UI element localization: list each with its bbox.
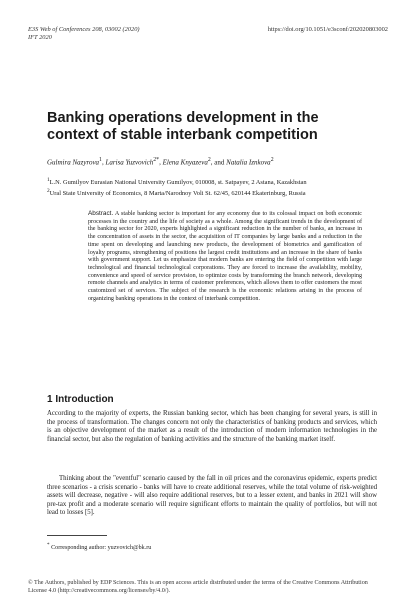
abstract-label: Abstract. — [88, 210, 114, 217]
affiliation-line: $^2$Ural State University of Economics, 8 Marta/Narodnoy Voli St. 62/45, 620144 Ekaterinburg, Russia — [47, 188, 306, 198]
conference-name: E3S Web of Conferences 208, 03002 (2020) — [28, 26, 140, 33]
author-name: Elena Knyazeva — [162, 158, 208, 167]
author-affil-marker: 2 — [207, 157, 211, 163]
affiliations — [47, 176, 387, 198]
body-paragraph: Thinking about the "eventful" scenario caused by the fall in oil prices and the coronavirus epidemic, experts predict three scenarios - a crisis scenario - banks will have to create additional reserves, while the total volume of risk-weighted assets will decrease, negative - will also require additional reserves, but to a lesser extent, and banks in 2021 will show pre-tax profit and a moderate scenario will require significant efforts to maintain the quality of portfolios, but will not lead to losses [5]. — [47, 475, 377, 516]
paper-title: Banking operations development in the context of stable interbank competition — [47, 110, 319, 143]
author-name: Natalia Iznkova — [226, 158, 271, 167]
author-name: Gulmira Nazyrova — [47, 158, 100, 167]
author-affil-marker: 2 — [270, 157, 274, 163]
license-footer: © The Authors, published by EDP Sciences. This is an open access article distributed under the terms of the Creative Commons Attribution License 4.0 (http://creativecommons.org/licenses/by/4.0/). — [28, 580, 368, 594]
author-affil-marker: 1 — [99, 157, 102, 163]
corresponding-author: Corresponding author: yuzvovich@bk.ru — [51, 545, 152, 552]
abstract-text: A stable banking sector is important for any economy due to its colossal impact on both economic processes in the country and the life of society as a whole. Among the significant trends in the development of the banking sector for 2020, experts highlighted a significant reduction in the number of banks, an increase in the concentration of assets in the sector, the acquisition of IT companies by large banks and a reduction in the time spent on developing and launching new products, the development of biometrics and gamification of loyalty programs, strengthening of positions the largest credit institutions and an increase in the share of banks with government support. Let us emphasize that modern banks are entering the field of competition with large technological and financial technological corporations. They are forced to increase the availability, mobility, convenience and speed of service provision, to optimize costs by transforming the branch network, developing remote channels and analytics in terms of customer preferences, which allows them to offer customers the most customized set of services. The subject of the research is the economic relations arising in the process of organizing banking operations in the context of interbank competition. — [88, 211, 362, 302]
section-heading: 1 Introduction — [47, 394, 114, 405]
body-paragraph: According to the majority of experts, the Russian banking sector, which has been changing for several years, is still in the process of transformation. The changes concern not only the characteristics of banking products and services, which is an objective development of the market as a result of the introduction of modern information technologies in the financial sector, but also the regulation of banking activities and the structure of the banking market itself. — [47, 410, 377, 443]
running-header-left — [28, 26, 140, 42]
doi-link[interactable]: https://doi.org/10.1051/e3sconf/202020803002 — [267, 26, 388, 33]
author-affil-marker: 2* — [153, 157, 160, 163]
author-list: Gulmira Nazyrova$^1$, Larisa Yuzvovich$^{2*}$, Elena Knyazeva$^2$, and Natalia Iznkova$^2$ — [47, 157, 274, 167]
abstract — [88, 210, 362, 303]
footnote: * Corresponding author: yuzvovich@bk.ru — [47, 542, 152, 552]
footnote-divider — [47, 535, 107, 536]
conference-tag: IFT 2020 — [28, 34, 52, 42]
author-name: Larisa Yuzvovich — [105, 158, 154, 167]
affiliation-line: $^1$L.N. Gumilyov Eurasian National University Gumilyov, 010008, st. Satpayev, 2 Astana, Kazakhstan — [47, 177, 307, 187]
